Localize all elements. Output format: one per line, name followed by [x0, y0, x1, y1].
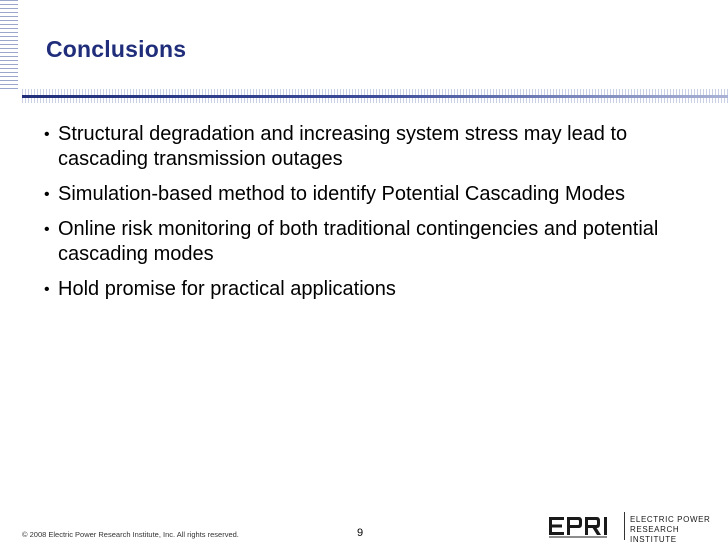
bullet-item — [44, 122, 694, 172]
bullet-item — [44, 277, 694, 302]
bullet-icon: • — [44, 221, 50, 238]
logo-line-1: ELECTRIC POWER — [630, 515, 711, 524]
bullet-icon: • — [44, 126, 50, 143]
bullet-item — [44, 182, 694, 207]
bullet-text: Simulation-based method to identify Potential Cascading Modes — [58, 183, 625, 205]
bullet-text: Online risk monitoring of both traditional contingencies and potential cascading modes — [58, 218, 659, 265]
title-rule — [22, 89, 728, 103]
title-rule-bar — [22, 95, 728, 98]
logo-text — [630, 515, 720, 545]
slide-title: Conclusions — [46, 36, 187, 62]
bullet-icon: • — [44, 186, 50, 203]
bullet-text: Structural degradation and increasing system stress may lead to cascading transmission outages — [58, 123, 628, 170]
copyright-notice: © 2008 Electric Power Research Institute, Inc. All rights reserved. — [22, 530, 239, 539]
epri-wordmark-icon — [548, 514, 620, 538]
page-number: 9 — [357, 527, 364, 539]
bullet-item — [44, 217, 694, 267]
bullet-icon: • — [44, 281, 50, 298]
bullet-text: Hold promise for practical applications — [58, 278, 396, 300]
epri-logo — [548, 512, 720, 542]
left-stripe-decoration — [0, 0, 18, 92]
bullet-list — [44, 122, 694, 312]
logo-separator — [624, 512, 625, 540]
logo-line-2: RESEARCH INSTITUTE — [630, 525, 680, 544]
